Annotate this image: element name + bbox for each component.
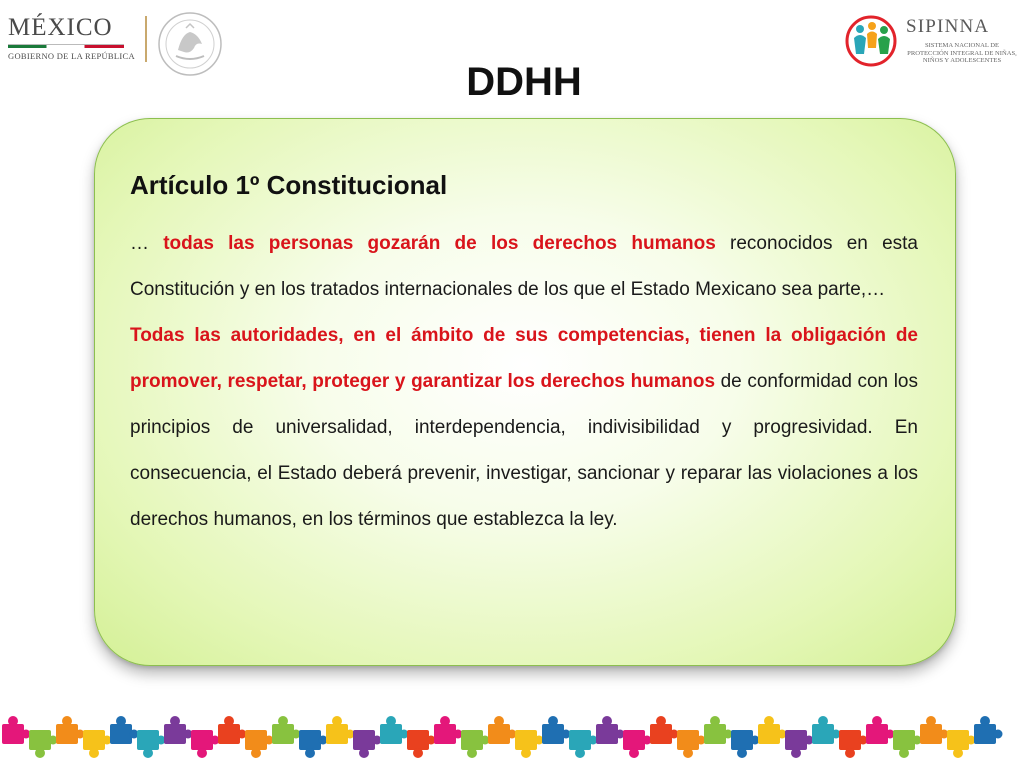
puzzle-piece-icon: [866, 716, 895, 744]
puzzle-piece-icon: [299, 730, 328, 758]
puzzle-piece-icon: [596, 716, 625, 744]
puzzle-piece-icon: [758, 716, 787, 744]
paragraph-1: [130, 221, 918, 313]
puzzle-piece-icon: [704, 716, 733, 744]
puzzle-piece-icon: [677, 730, 706, 758]
paragraph-2-highlight: Todas las autoridades, en el ámbito de sus competencias, tienen la obligación de promover, respetar, proteger y garantizar los derechos humanos: [130, 325, 918, 392]
puzzle-piece-icon: [893, 730, 922, 758]
puzzle-piece-icon: [29, 730, 58, 758]
puzzle-piece-icon: [920, 716, 949, 744]
sipinna-name: SIPINNA: [906, 16, 990, 37]
flag-rule: [8, 44, 124, 48]
puzzle-piece-icon: [272, 716, 301, 744]
puzzle-piece-icon: [623, 730, 652, 758]
puzzle-piece-icon: [2, 716, 31, 744]
mexico-subline: GOBIERNO DE LA REPÚBLICA: [8, 51, 135, 61]
puzzle-piece-icon: [569, 730, 598, 758]
puzzle-piece-icon: [326, 716, 355, 744]
card-heading: Artículo 1º Constitucional: [130, 170, 448, 200]
puzzle-piece-icon: [488, 716, 517, 744]
puzzle-piece-icon: [218, 716, 247, 744]
puzzle-piece-icon: [812, 716, 841, 744]
puzzle-piece-icon: [110, 716, 139, 744]
puzzle-piece-icon: [839, 730, 868, 758]
paragraph-2-rest: de conformidad con los principios de universalidad, interdependencia, indivisibilidad y progresividad. En consecuencia, el Estado deberá prevenir, investigar, sancionar y reparar las violaciones a los derechos humanos, en los términos que establezca la ley.: [130, 371, 918, 530]
puzzle-piece-icon: [137, 730, 166, 758]
card-body: [130, 221, 918, 543]
puzzle-piece-icon: [353, 730, 382, 758]
paragraph-1-rest: reconocidos en esta Constitución y en los tratados internacionales de los que el Estado Mexicano sea parte,…: [130, 233, 918, 300]
puzzle-piece-icon: [380, 716, 409, 744]
paragraph-2: [130, 313, 918, 543]
slide-title: DDHH: [466, 60, 582, 104]
paragraph-1-highlight: todas las personas gozarán de los derechos humanos: [163, 233, 716, 254]
mexico-government-logo: [8, 14, 138, 64]
puzzle-piece-icon: [407, 730, 436, 758]
logo-divider: [145, 16, 147, 62]
puzzle-piece-icon: [785, 730, 814, 758]
puzzle-border: [0, 710, 1024, 766]
mexico-wordmark: MÉXICO: [8, 14, 113, 41]
puzzle-piece-icon: [83, 730, 112, 758]
sipinna-tagline: SISTEMA NACIONAL DE PROTECCIÓN INTEGRAL DE NIÑAS, NIÑOS Y ADOLESCENTES: [907, 42, 1017, 65]
puzzle-piece-icon: [56, 716, 85, 744]
puzzle-piece-icon: [731, 730, 760, 758]
puzzle-piece-icon: [434, 716, 463, 744]
puzzle-piece-icon: [650, 716, 679, 744]
puzzle-piece-icon: [164, 716, 193, 744]
paragraph-1-lead: …: [130, 233, 164, 254]
puzzle-piece-icon: [947, 730, 976, 758]
puzzle-piece-icon: [191, 730, 220, 758]
puzzle-piece-icon: [542, 716, 571, 744]
puzzle-piece-icon: [515, 730, 544, 758]
puzzle-piece-icon: [245, 730, 274, 758]
puzzle-piece-icon: [461, 730, 490, 758]
puzzle-piece-icon: [974, 716, 1003, 744]
